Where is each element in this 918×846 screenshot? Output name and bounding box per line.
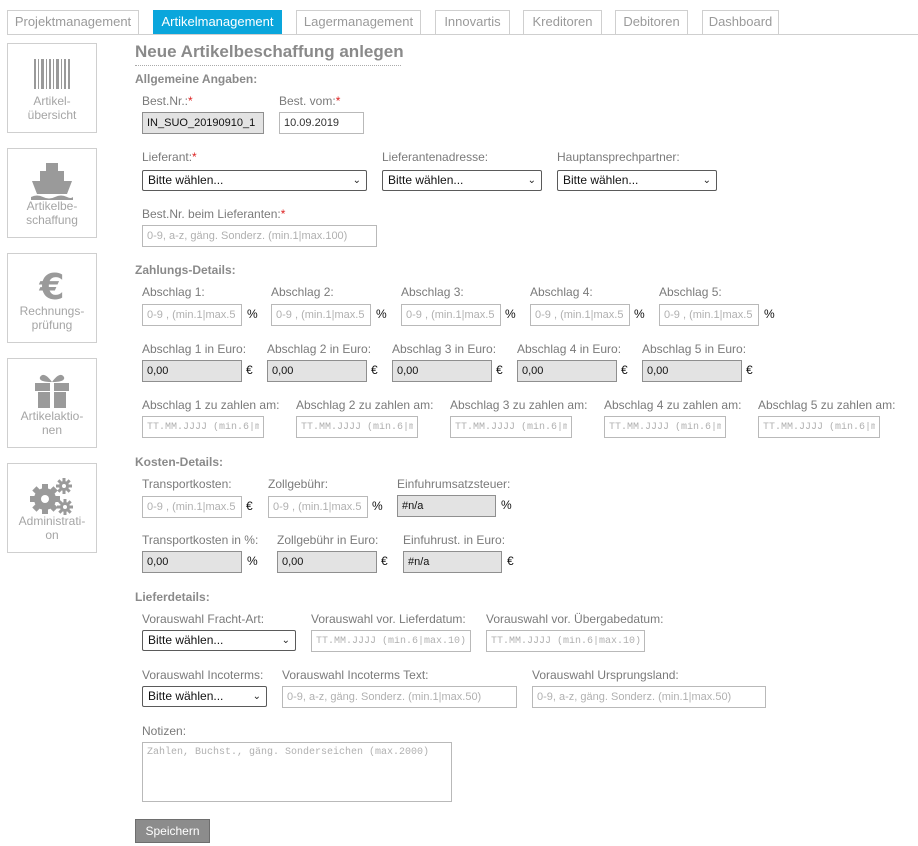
zollgebuehr-label: Zollgebühr: (268, 477, 329, 491)
ursprungsland-input[interactable] (532, 686, 766, 708)
section-heading-zahlung: Zahlungs-Details: (135, 263, 236, 277)
percent-unit: % (505, 307, 516, 321)
euro-icon (8, 266, 96, 304)
zollgebuehr-euro-field: 0,00 (277, 551, 377, 573)
abschlag-3-label: Abschlag 3: (401, 285, 464, 299)
transportkosten-label: Transportkosten: (142, 477, 232, 491)
abschlag-3-input[interactable] (401, 304, 501, 326)
abschlag-2-euro-field: 0,00 (267, 360, 367, 382)
euro-unit: € (381, 554, 388, 568)
lieferdatum-label: Vorauswahl vor. Lieferdatum: (311, 612, 466, 626)
hauptansprechpartner-label: Hauptansprechpartner: (557, 150, 680, 164)
save-button[interactable]: Speichern (135, 819, 210, 843)
abschlag-5-euro-label: Abschlag 5 in Euro: (642, 342, 747, 356)
svg-text:€: € (39, 267, 65, 306)
page-title: Neue Artikelbeschaffung anlegen (135, 42, 401, 66)
abschlag-3-date-label: Abschlag 3 zu zahlen am: (450, 398, 588, 412)
percent-unit: % (501, 498, 512, 512)
abschlag-1-date-input[interactable] (142, 416, 264, 438)
percent-unit: % (372, 499, 383, 513)
sidebar-item-administration[interactable] (7, 463, 97, 553)
sidebar-item-label: Artikel- übersicht (27, 94, 77, 122)
abschlag-1-input[interactable] (142, 304, 242, 326)
euro-unit: € (246, 363, 253, 377)
sidebar-item-artikelaktionen[interactable] (7, 358, 97, 448)
abschlag-3-euro-label: Abschlag 3 in Euro: (392, 342, 497, 356)
incoterms-text-label: Vorauswahl Incoterms Text: (282, 668, 429, 682)
euro-unit: € (746, 363, 753, 377)
zollgebuehr-euro-label: Zollgebühr in Euro: (277, 533, 379, 547)
einfuhrumsatzsteuer-label: Einfuhrumsatzsteuer: (397, 477, 511, 491)
lieferantenadresse-label: Lieferantenadresse: (382, 150, 489, 164)
euro-unit: € (371, 363, 378, 377)
chevron-down-icon: ⌄ (527, 175, 536, 186)
abschlag-4-euro-field: 0,00 (517, 360, 617, 382)
section-heading-allgemein: Allgemeine Angaben: (135, 72, 258, 86)
transportkosten-pct-field: 0,00 (142, 551, 242, 573)
tab-artikelmanagement[interactable]: Artikelmanagement (153, 10, 282, 34)
lieferantenadresse-select[interactable]: Bitte wählen... ⌄ (382, 170, 542, 191)
lieferant-label: Lieferant:* (142, 150, 197, 164)
euro-unit: € (496, 363, 503, 377)
bestnr-label: Best.Nr.:* (142, 94, 193, 108)
abschlag-2-label: Abschlag 2: (271, 285, 334, 299)
uebergabedatum-input[interactable] (486, 630, 645, 652)
euro-unit: € (246, 499, 253, 513)
tab-bar-divider (7, 34, 918, 35)
abschlag-2-date-label: Abschlag 2 zu zahlen am: (296, 398, 434, 412)
euro-unit: € (621, 363, 628, 377)
frachtart-label: Vorauswahl Fracht-Art: (142, 612, 265, 626)
chevron-down-icon: ⌄ (352, 175, 361, 186)
percent-unit: % (764, 307, 775, 321)
abschlag-1-date-label: Abschlag 1 zu zahlen am: (142, 398, 280, 412)
einfuhrust-euro-field: #n/a (403, 551, 502, 573)
percent-unit: % (376, 307, 387, 321)
lieferdatum-input[interactable] (311, 630, 471, 652)
sidebar-item-rechnungspruefung[interactable] (7, 253, 97, 343)
chevron-down-icon: ⌄ (252, 691, 261, 702)
einfuhrust-euro-label: Einfuhrust. in Euro: (403, 533, 506, 547)
bestvom-field[interactable] (279, 112, 364, 134)
abschlag-3-euro-field: 0,00 (392, 360, 492, 382)
abschlag-2-date-input[interactable] (296, 416, 418, 438)
uebergabedatum-label: Vorauswahl vor. Übergabedatum: (486, 612, 664, 626)
frachtart-select[interactable]: Bitte wählen... ⌄ (142, 630, 296, 651)
chevron-down-icon: ⌄ (281, 635, 290, 646)
sidebar-item-artikelbeschaffung[interactable] (7, 148, 97, 238)
percent-unit: % (634, 307, 645, 321)
hauptansprechpartner-select[interactable]: Bitte wählen... ⌄ (557, 170, 717, 191)
sidebar-item-artikeluebersicht[interactable] (7, 43, 97, 133)
transportkosten-input[interactable] (142, 496, 242, 518)
tab-dashboard[interactable]: Dashboard (702, 10, 779, 34)
bestnr-field: IN_SUO_20190910_1 (142, 112, 264, 134)
ursprungsland-label: Vorauswahl Ursprungsland: (532, 668, 679, 682)
abschlag-1-euro-label: Abschlag 1 in Euro: (142, 342, 247, 356)
einfuhrumsatzsteuer-field: #n/a (397, 495, 496, 517)
sidebar-item-label: Administrati- on (18, 514, 86, 542)
incoterms-select[interactable]: Bitte wählen... ⌄ (142, 686, 267, 707)
abschlag-4-euro-label: Abschlag 4 in Euro: (517, 342, 622, 356)
notizen-textarea[interactable] (142, 742, 452, 802)
abschlag-5-input[interactable] (659, 304, 759, 326)
gift-icon (8, 371, 96, 409)
percent-unit: % (247, 554, 258, 568)
zollgebuehr-input[interactable] (268, 496, 368, 518)
abschlag-5-date-input[interactable] (758, 416, 880, 438)
abschlag-4-input[interactable] (530, 304, 630, 326)
bestnr-lieferant-label: Best.Nr. beim Lieferanten:* (142, 207, 286, 221)
sidebar-item-label: Artikelaktio- nen (20, 409, 84, 437)
tab-lagermanagement[interactable]: Lagermanagement (296, 10, 421, 34)
bestnr-lieferant-input[interactable] (142, 225, 377, 247)
sidebar-item-label: Rechnungs- prüfung (19, 304, 85, 332)
abschlag-5-date-label: Abschlag 5 zu zahlen am: (758, 398, 896, 412)
barcode-icon (8, 56, 96, 94)
transportkosten-pct-label: Transportkosten in %: (142, 533, 259, 547)
abschlag-4-label: Abschlag 4: (530, 285, 593, 299)
tab-debitoren[interactable]: Debitoren (615, 10, 688, 34)
abschlag-1-euro-field: 0,00 (142, 360, 242, 382)
tab-innovartis[interactable]: Innovartis (435, 10, 510, 34)
bestvom-label: Best. vom:* (279, 94, 341, 108)
notizen-label: Notizen: (142, 724, 187, 738)
lieferant-select[interactable]: Bitte wählen... ⌄ (142, 170, 367, 191)
gears-icon (8, 476, 96, 514)
abschlag-5-euro-field: 0,00 (642, 360, 742, 382)
tab-kreditoren[interactable]: Kreditoren (523, 10, 602, 34)
tab-projektmanagement[interactable]: Projektmanagement (7, 10, 139, 34)
abschlag-1-label: Abschlag 1: (142, 285, 205, 299)
abschlag-2-input[interactable] (271, 304, 371, 326)
section-heading-liefer: Lieferdetails: (135, 590, 210, 604)
chevron-down-icon: ⌄ (702, 175, 711, 186)
abschlag-5-label: Abschlag 5: (659, 285, 722, 299)
abschlag-4-date-label: Abschlag 4 zu zahlen am: (604, 398, 742, 412)
abschlag-3-date-input[interactable] (450, 416, 572, 438)
abschlag-4-date-input[interactable] (604, 416, 726, 438)
incoterms-text-input[interactable] (282, 686, 517, 708)
incoterms-label: Vorauswahl Incoterms: (142, 668, 264, 682)
abschlag-2-euro-label: Abschlag 2 in Euro: (267, 342, 372, 356)
sidebar-item-label: Artikelbe- schaffung (26, 199, 78, 227)
percent-unit: % (247, 307, 258, 321)
section-heading-kosten: Kosten-Details: (135, 455, 224, 469)
ship-icon (8, 161, 96, 199)
euro-unit: € (507, 554, 514, 568)
